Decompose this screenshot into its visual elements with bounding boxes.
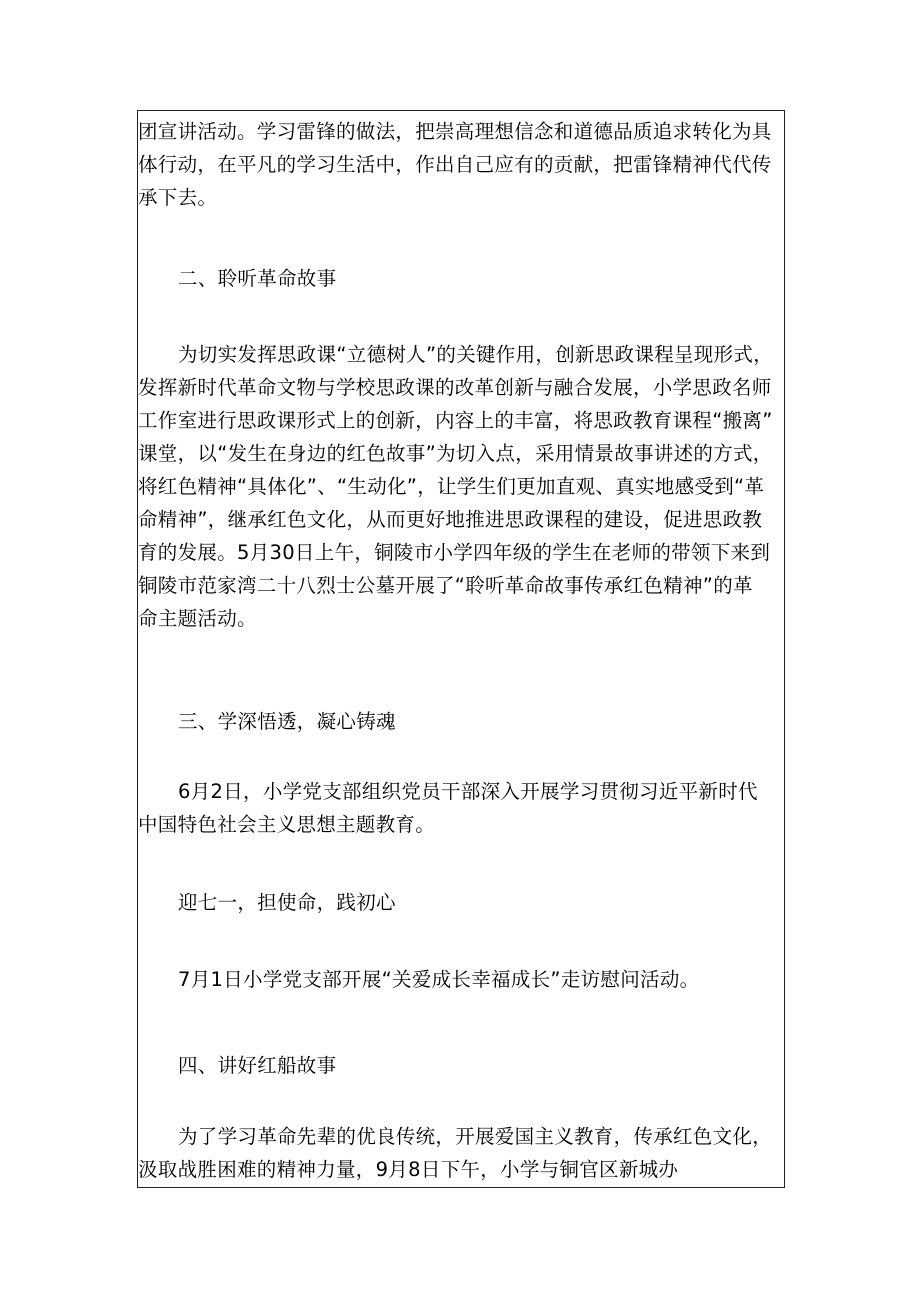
text-line: 命精神”，继承红色文化，从而更好地推进思政课程的建设，促进思政教 [138,508,763,531]
text-line: 课堂，以“发生在身边的红色故事”为切入点，采用情景故事讲述的方式， [138,442,773,465]
text-line: 7月1日小学党支部开展“关爱成长幸福成长”走访慰问活动。 [178,968,700,991]
section-heading-learn-deeply [138,705,786,738]
section-subheading-july-first [138,886,786,919]
heading-text: 三、学深悟透，凝心铸魂 [178,710,396,733]
text-line: 中国特色社会主义思想主题教育。 [138,813,436,836]
text-line: 团宣讲活动。学习雷锋的做法，把崇高理想信念和道德品质追求转化为具 [138,120,772,143]
paragraph-july-1-visit [138,963,786,996]
text-line: 汲取战胜困难的精神力量，9月8日下午，小学与铜官区新城办 [138,1158,679,1181]
text-line: 将红色精神“具体化”、“生动化”，让学生们更加直观、真实地感受到“革 [138,475,765,498]
paragraph-lei-feng-continuation [138,115,786,214]
text-line: 为了学习革命先辈的优良传统，开展爱国主义教育，传承红色文化， [178,1125,773,1148]
heading-text: 二、聆听革命故事 [178,267,337,290]
text-line: 承下去。 [138,186,218,209]
heading-text: 四、讲好红船故事 [178,1054,337,1077]
paragraph-red-boat [138,1120,786,1186]
section-heading-red-boat-stories [138,1049,786,1082]
section-heading-listen-revolution-stories [138,262,786,295]
text-line: 育的发展。5月30日上午，铜陵市小学四年级的学生在老师的带领下来到 [138,541,771,564]
text-line: 命主题活动。 [138,607,257,630]
text-line: 工作室进行思政课形式上的创新，内容上的丰富，将思政教育课程“搬离” [138,409,773,432]
heading-text: 迎七一，担使命，践初心 [178,891,396,914]
paragraph-june-2 [138,775,786,841]
text-line: 6月2日，小学党支部组织党员干部深入开展学习贯彻习近平新时代 [178,780,758,803]
text-line: 铜陵市范家湾二十八烈士公墓开展了“聆听革命故事传承红色精神”的革 [138,574,753,597]
text-line: 体行动，在平凡的学习生活中，作出自己应有的贡献，把雷锋精神代代传 [138,153,772,176]
text-line: 为切实发挥思政课“立德树人”的关键作用，创新思政课程呈现形式， [178,343,774,366]
text-line: 发挥新时代革命文物与学校思政课的改革创新与融合发展，小学思政名师 [138,376,772,399]
paragraph-revolution-stories [138,338,786,635]
